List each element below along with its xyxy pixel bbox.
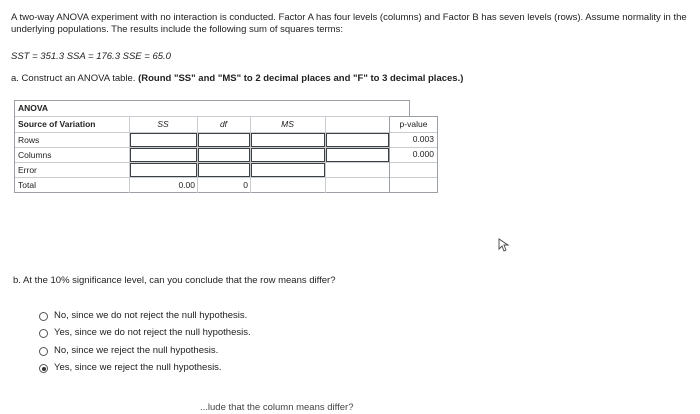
columns-ss-input[interactable] xyxy=(130,148,197,162)
option-label: Yes, since we reject the null hypothesis. xyxy=(54,362,222,373)
option-label: Yes, since we do not reject the null hypothesis. xyxy=(54,327,251,338)
error-ss-input[interactable] xyxy=(130,163,197,177)
part-b-question: b. At the 10% significance level, can you conclude that the row means differ? xyxy=(13,275,336,286)
error-ms-input[interactable] xyxy=(251,163,325,177)
anova-table-title: ANOVA xyxy=(18,103,49,113)
problem-intro: A two-way ANOVA experiment with no interaction is conducted. Factor A has four levels (columns) and Factor B has seven levels (rows). Assume normality in the underlying populations. The results include the following sum of squares terms: xyxy=(11,12,687,35)
part-a-instruction: (Round "SS" and "MS" to 2 decimal places and "F" to 3 decimal places.) xyxy=(138,73,464,84)
radio-button[interactable] xyxy=(39,329,48,338)
total-df-value: 0 xyxy=(243,180,248,190)
part-a-question xyxy=(11,73,463,85)
row-label-error: Error xyxy=(18,165,37,175)
option-label: No, since we do not reject the null hypothesis. xyxy=(54,310,248,321)
row-label-columns: Columns xyxy=(18,150,52,160)
row-label-total: Total xyxy=(18,180,36,190)
rows-ss-input[interactable] xyxy=(130,133,197,147)
rows-p-value: 0.003 xyxy=(412,134,434,144)
p-value-column xyxy=(389,116,438,193)
anova-table xyxy=(14,100,410,193)
columns-ms-input[interactable] xyxy=(251,148,325,162)
rows-ms-input[interactable] xyxy=(251,133,325,147)
header-source: Source of Variation xyxy=(18,119,96,129)
columns-f-input[interactable] xyxy=(326,148,389,162)
row-label-rows: Rows xyxy=(18,135,40,145)
sum-of-squares-terms: SST = 351.3 SSA = 176.3 SSE = 65.0 xyxy=(11,51,171,62)
total-ss-value: 0.00 xyxy=(178,180,195,190)
header-p-value: p-value xyxy=(399,119,428,129)
rows-df-input[interactable] xyxy=(198,133,250,147)
option-label: No, since we reject the null hypothesis. xyxy=(54,345,219,356)
columns-df-input[interactable] xyxy=(198,148,250,162)
columns-p-value: 0.000 xyxy=(412,149,434,159)
header-ms: MS xyxy=(281,119,294,129)
error-df-input[interactable] xyxy=(198,163,250,177)
mouse-cursor-icon xyxy=(498,238,510,252)
radio-button[interactable] xyxy=(39,347,48,356)
part-a-label: a. Construct an ANOVA table. xyxy=(11,73,136,84)
part-c-question-partial: ...lude that the column means differ? xyxy=(200,402,354,413)
rows-f-input[interactable] xyxy=(326,133,389,147)
header-df: df xyxy=(219,119,228,129)
radio-button-selected[interactable] xyxy=(39,364,48,373)
radio-button[interactable] xyxy=(39,312,48,321)
header-ss: SS xyxy=(157,119,169,129)
